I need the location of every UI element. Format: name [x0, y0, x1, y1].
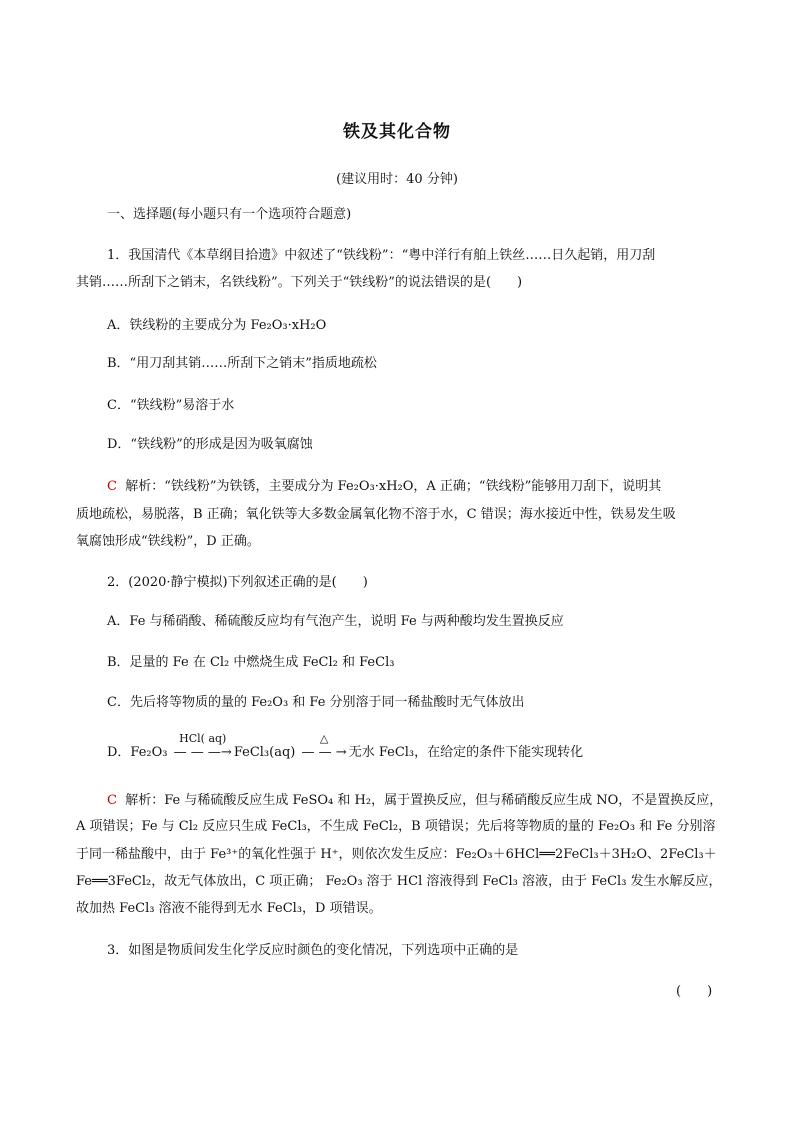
reaction-arrow-heat: △ — — →: [301, 732, 347, 760]
q2-explanation-line2: A 项错误；Fe 与 Cl₂ 反应只生成 FeCl₃，不生成 FeCl₂，B 项错误；先后将等物质的量的 Fe₂O₃ 和 Fe 分别溶: [76, 819, 716, 834]
q2-d-prefix: D．Fe₂O₃: [107, 745, 168, 760]
q1-explanation-line3: 氧腐蚀形成“铁线粉”，D 正确。: [76, 534, 260, 549]
heat-symbol: △: [319, 732, 329, 745]
q2-d-suffix: 无水 FeCl₃，在给定的条件下能实现转化: [348, 745, 584, 760]
section-heading: 一、选择题(每小题只有一个选项符合题意): [107, 207, 352, 222]
q1-option-d: D．“铁线粉”的形成是因为吸氧腐蚀: [107, 437, 313, 452]
q1-explanation-line2: 质地疏松，易脱落，B 正确；氧化铁等大多数金属氧化物不溶于水，C 错误；海水接近中性，铁易发生吸: [76, 507, 676, 522]
q2-option-c: C．先后将等物质的量的 Fe₂O₃ 和 Fe 分别溶于同一稀盐酸时无气体放出: [107, 695, 525, 710]
q1-answer: C: [107, 479, 117, 494]
q2-d-mid: FeCl₃(aq): [233, 745, 296, 760]
q2-explanation-text1: 解析：Fe 与稀硫酸反应生成 FeSO₄ 和 H₂，属于置换反应，但与稀硝酸反应生成 NO，不是置换反应，: [125, 793, 723, 808]
q1-stem-line1: 1．我国清代《本草纲目拾遗》中叙述了“铁线粉”：“粤中洋行有舶上铁丝……日久起销，用刀刮: [107, 248, 656, 263]
q2-explanation-line1: [107, 792, 727, 810]
q1-explanation-line1: [107, 478, 727, 496]
q2-option-d: [107, 732, 727, 762]
q2-option-b: B．足量的 Fe 在 Cl₂ 中燃烧生成 FeCl₂ 和 FeCl₃: [107, 655, 395, 670]
q2-explanation-line3: 于同一稀盐酸中，由于 Fe³⁺的氧化性强于 H⁺，则依次发生反应：Fe₂O₃＋6HCl══2FeCl₃＋3H₂O、2FeCl₃＋: [76, 847, 717, 862]
q1-option-b: B．“用刀刮其销……所刮下之销末”指质地疏松: [107, 356, 377, 371]
q2-explanation-line5: 故加热 FeCl₃ 溶液不能得到无水 FeCl₃，D 项错误。: [76, 901, 382, 916]
q1-explanation-text1: 解析：“铁线粉”为铁锈，主要成分为 Fe₂O₃·xH₂O，A 正确；“铁线粉”能够用刀刮下，说明其: [125, 479, 662, 494]
q2-stem: 2．(2020·静宁模拟)下列叙述正确的是( ): [107, 575, 368, 590]
q2-option-a: A．Fe 与稀硝酸、稀硫酸反应均有气泡产生，说明 Fe 与两种酸均发生置换反应: [107, 614, 564, 629]
q3-stem: 3．如图是物质间发生化学反应时颜色的变化情况，下列选项中正确的是: [107, 943, 519, 958]
q1-option-a: A．铁线粉的主要成分为 Fe₂O₃·xH₂O: [107, 318, 327, 333]
time-suggestion: (建议用时：40 分钟): [336, 172, 458, 187]
reaction-arrow-hcl: HCl( aq) — — —→: [173, 732, 232, 760]
page-title: 铁及其化合物: [343, 122, 451, 142]
arrow-label-hcl: HCl( aq): [179, 732, 227, 745]
q2-explanation-line4: Fe══3FeCl₂，故无气体放出，C 项正确； Fe₂O₃ 溶于 HCl 溶液得到 FeCl₃ 溶液，由于 FeCl₃ 发生水解反应，: [76, 874, 722, 889]
q3-answer-blank: ( ): [676, 984, 713, 999]
q2-answer: C: [107, 793, 117, 808]
q1-stem-line2: 其销……所刮下之销末，名铁线粉”。下列关于“铁线粉”的说法错误的是( ): [76, 275, 523, 290]
q1-option-c: C．“铁线粉”易溶于水: [107, 398, 235, 413]
